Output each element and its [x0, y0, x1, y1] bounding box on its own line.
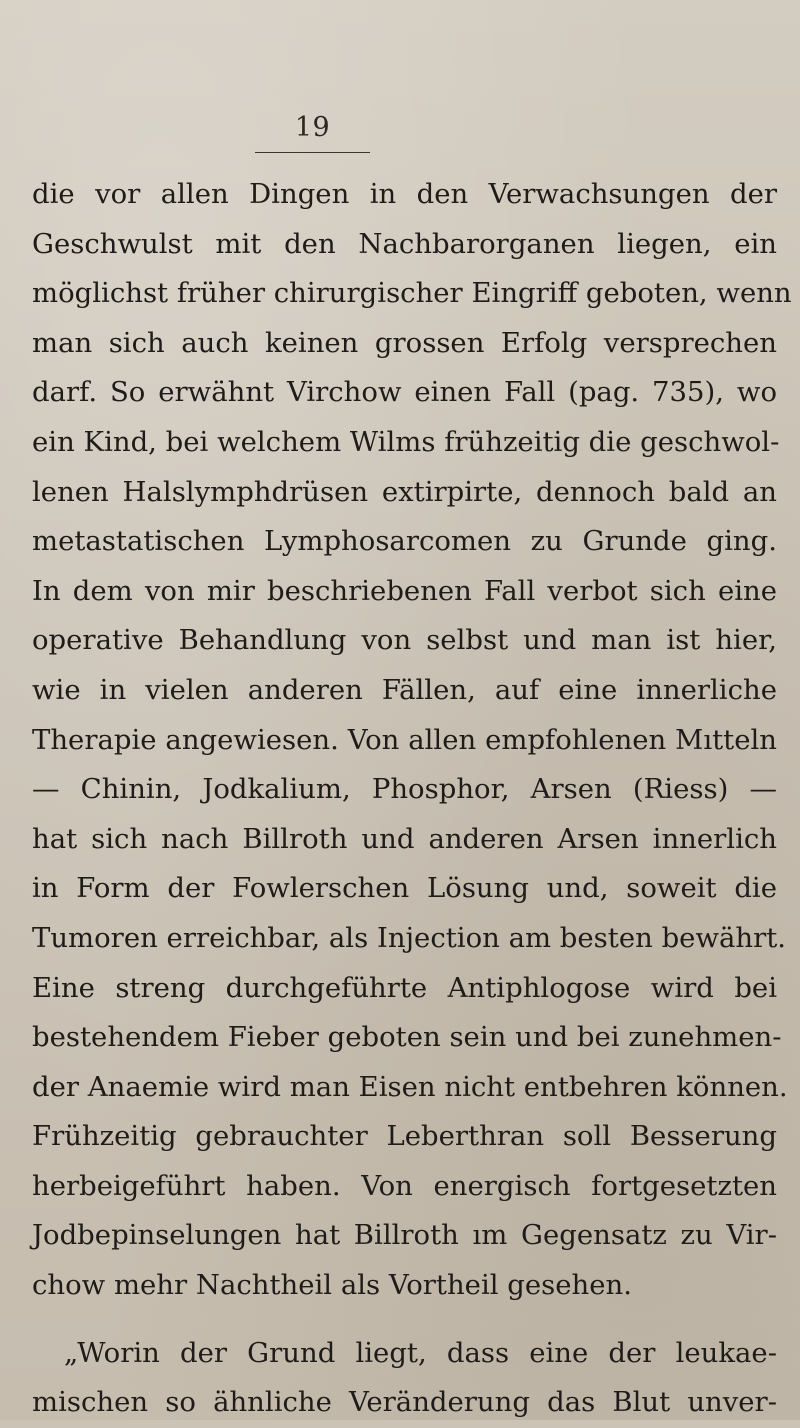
text-line: ein Kind, bei welchem Wilms frühzeitig die geschwol-: [32, 425, 780, 458]
text-line: In dem von mir beschriebenen Fall verbot sich eine: [32, 574, 777, 607]
page-number: 19: [294, 112, 331, 143]
text-line: Eine streng durchgeführte Antiphlogose wird bei: [32, 971, 777, 1004]
text-line: bestehendem Fieber geboten sein und bei zunehmen-: [32, 1021, 782, 1054]
text-line: Jodbepinselungen hat Billroth ım Gegensatz zu Vir-: [32, 1219, 777, 1252]
text-line: wie in vielen anderen Fällen, auf eine innerliche: [32, 673, 777, 706]
text-line: „Worin der Grund liegt, dass eine der leukae-: [64, 1336, 777, 1369]
text-line: lenen Halslymphdrüsen extirpirte, dennoch bald an: [32, 475, 777, 508]
text-line: Therapie angewiesen. Von allen empfohlenen Mıtteln: [32, 723, 777, 756]
text-line: möglichst früher chirurgischer Eingriff geboten, wenn: [32, 277, 792, 310]
paragraph-gap: [32, 1311, 777, 1329]
text-line: darf. So erwähnt Virchow einen Fall (pag. 735), wo: [32, 376, 777, 409]
paragraph-1: [32, 170, 792, 1311]
body-text: [32, 170, 792, 1428]
text-line: Geschwulst mit den Nachbarorganen liegen, ein: [32, 227, 777, 260]
text-line: der Anaemie wird man Eisen nicht entbehren können.: [32, 1070, 788, 1103]
text-line: operative Behandlung von selbst und man ist hier,: [32, 624, 777, 657]
text-line: mischen so ähnliche Veränderung das Blut unver-: [32, 1386, 777, 1419]
text-line: herbeigeführt haben. Von energisch fortgesetzten: [32, 1169, 777, 1202]
text-line: Tumoren erreichbar, als Injection am besten bewährt.: [32, 921, 787, 954]
text-line: hat sich nach Billroth und anderen Arsen innerlich: [32, 822, 777, 855]
text-line: metastatischen Lymphosarcomen zu Grunde ging.: [32, 525, 777, 558]
page-number-rule: [255, 152, 370, 153]
text-line: man sich auch keinen grossen Erfolg versprechen: [32, 326, 777, 359]
text-line: — Chinin, Jodkalium, Phosphor, Arsen (Riess) —: [32, 773, 777, 806]
paragraph-2: [32, 1329, 777, 1428]
text-line: Frühzeitig gebrauchter Leberthran soll Besserung: [32, 1120, 777, 1153]
text-line: chow mehr Nachtheil als Vortheil gesehen.: [32, 1269, 632, 1302]
text-line: die vor allen Dingen in den Verwachsungen der: [32, 178, 777, 210]
text-line: in Form der Fowlerschen Lösung und, soweit die: [32, 872, 777, 905]
